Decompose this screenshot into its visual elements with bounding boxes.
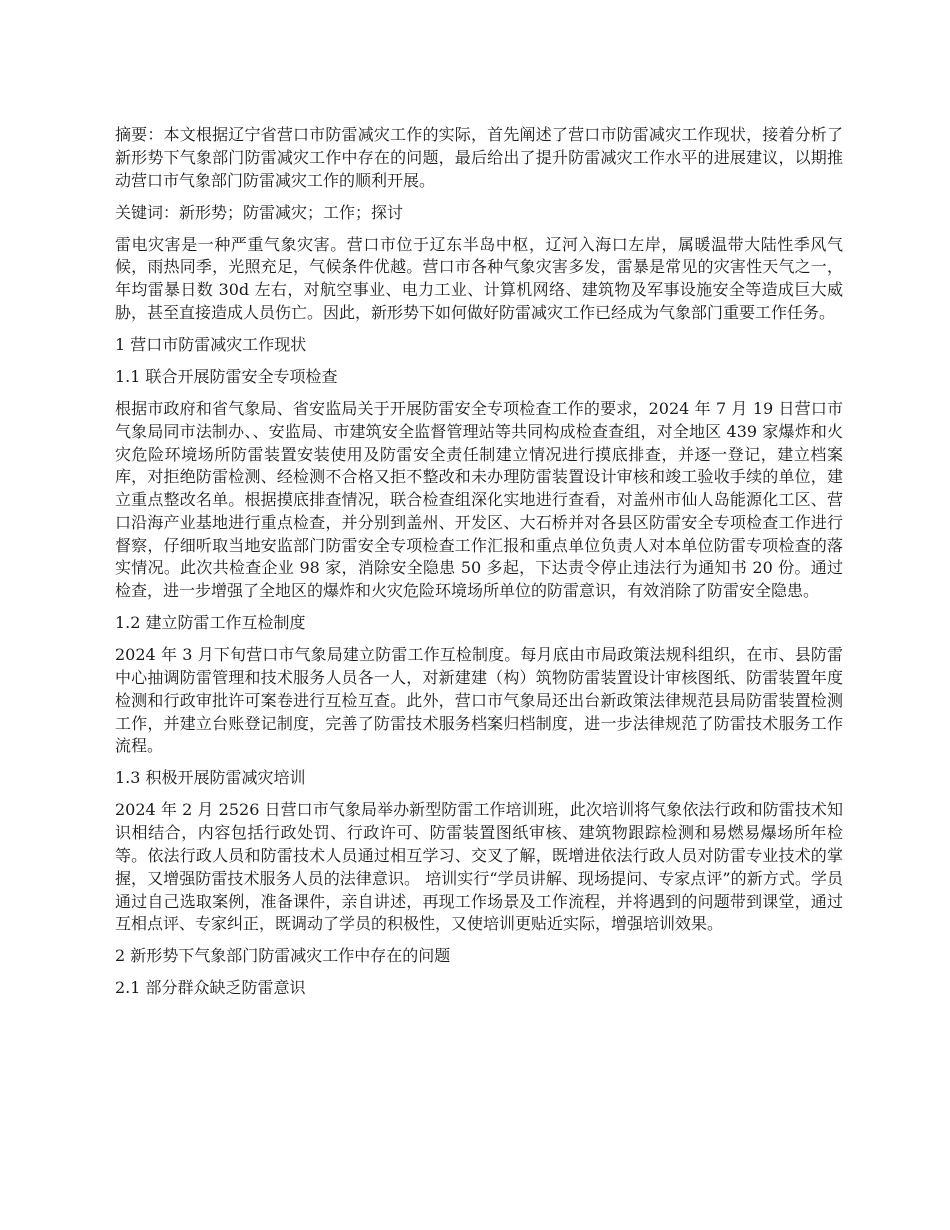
- document-page: [115, 124, 843, 1009]
- section-1-2-paragraph: 2024 年 3 月下旬营口市气象局建立防雷工作互检制度。每月底由市局政策法规科组织，在市、县防雷中心抽调防雷管理和技术服务人员各一人，对新建建（构）筑物防雷装置设计审核图纸、防雷装置年度检测和行政审批许可案卷进行互检互查。此外，营口市气象局还出台新政策法律规范县局防雷装置检测工作，并建立台账登记制度，完善了防雷技术服务档案归档制度，进一步法律规范了防雷技术服务工作流程。: [115, 645, 843, 756]
- keywords-line: 关键词：新形势；防雷减灾；工作；探讨: [115, 202, 404, 222]
- section-2-1-heading: 2.1 部分群众缺乏防雷意识: [115, 978, 306, 998]
- section-1-1-heading: 1.1 联合开展防雷安全专项检查: [115, 366, 338, 386]
- section-1-1-paragraph: 根据市政府和省气象局、省安监局关于开展防雷安全专项检查工作的要求，2024 年 7 月 19 日营口市气象局同市法制办、、安监局、市建筑安全监督管理站等共同构成检查查组，对全地区 439 家爆炸和火灾危险环境场所防雷装置安装使用及防雷安全责任制建立情况进行摸底排查，并逐一登记，建立档案库，对拒绝防雷检测、经检测不合格又拒不整改和未办理防雷装置设计审核和竣工验收手续的单位，建立重点整改名单。根据摸底排查情况，联合检查组深化实地进行查看，对盖州市仙人岛能源化工区、营口沿海产业基地进行重点检查，并分别到盖州、开发区、大石桥并对各县区防雷安全专项检查工作进行督察，仔细听取当地安监部门防雷安全专项检查工作汇报和重点单位负责人对本单位防雷专项检查的落实情况。此次共检查企业 98 家，消除安全隐患 50 多起，下达责令停止违法行为通知书 20 份。通过检查，进一步增强了全地区的爆炸和火灾危险环境场所单位的防雷意识，有效消除了防雷安全隐患。: [115, 398, 843, 601]
- section-2-heading: 2 新形势下气象部门防雷减灾工作中存在的问题: [115, 946, 451, 966]
- section-1-2-heading: 1.2 建立防雷工作互检制度: [115, 613, 306, 633]
- section-1-heading: 1 营口市防雷减灾工作现状: [115, 334, 307, 354]
- section-1-3-heading: 1.3 积极开展防雷减灾培训: [115, 768, 306, 788]
- section-1-3-paragraph: 2024 年 2 月 2526 日营口市气象局举办新型防雷工作培训班，此次培训将气象依法行政和防雷技术知识相结合，内容包括行政处罚、行政许可、防雷装置图纸审核、建筑物跟踪检测和易燃易爆场所年检等。依法行政人员和防雷技术人员通过相互学习、交叉了解，既增进依法行政人员对防雷专业技术的掌握，又增强防雷技术服务人员的法律意识。 培训实行“学员讲解、现场提问、专家点评”的新方式。学员通过自己选取案例，准备课件，亲自讲述，再现工作场景及工作流程，并将遇到的问题带到课堂，通过互相点评、专家纠正，既调动了学员的积极性，又使培训更贴近实际，增强培训效果。: [115, 800, 843, 934]
- abstract-paragraph: 摘要：本文根据辽宁省营口市防雷减灾工作的实际，首先阐述了营口市防雷减灾工作现状，接着分析了新形势下气象部门防雷减灾工作中存在的问题，最后给出了提升防雷减灾工作水平的进展建议，以期推动营口市气象部门防雷减灾工作的顺利开展。: [115, 125, 843, 190]
- intro-paragraph: 雷电灾害是一种严重气象灾害。营口市位于辽东半岛中枢，辽河入海口左岸，属暖温带大陆性季风气候，雨热同季，光照充足，气候条件优越。营口市各种气象灾害多发，雷暴是常见的灾害性天气之一，年均雷暴日数 30d 左右，对航空事业、电力工业、计算机网络、建筑物及军事设施安全等造成巨大威胁，甚至直接造成人员伤亡。因此，新形势下如何做好防雷减灾工作已经成为气象部门重要工作任务。: [115, 234, 843, 322]
